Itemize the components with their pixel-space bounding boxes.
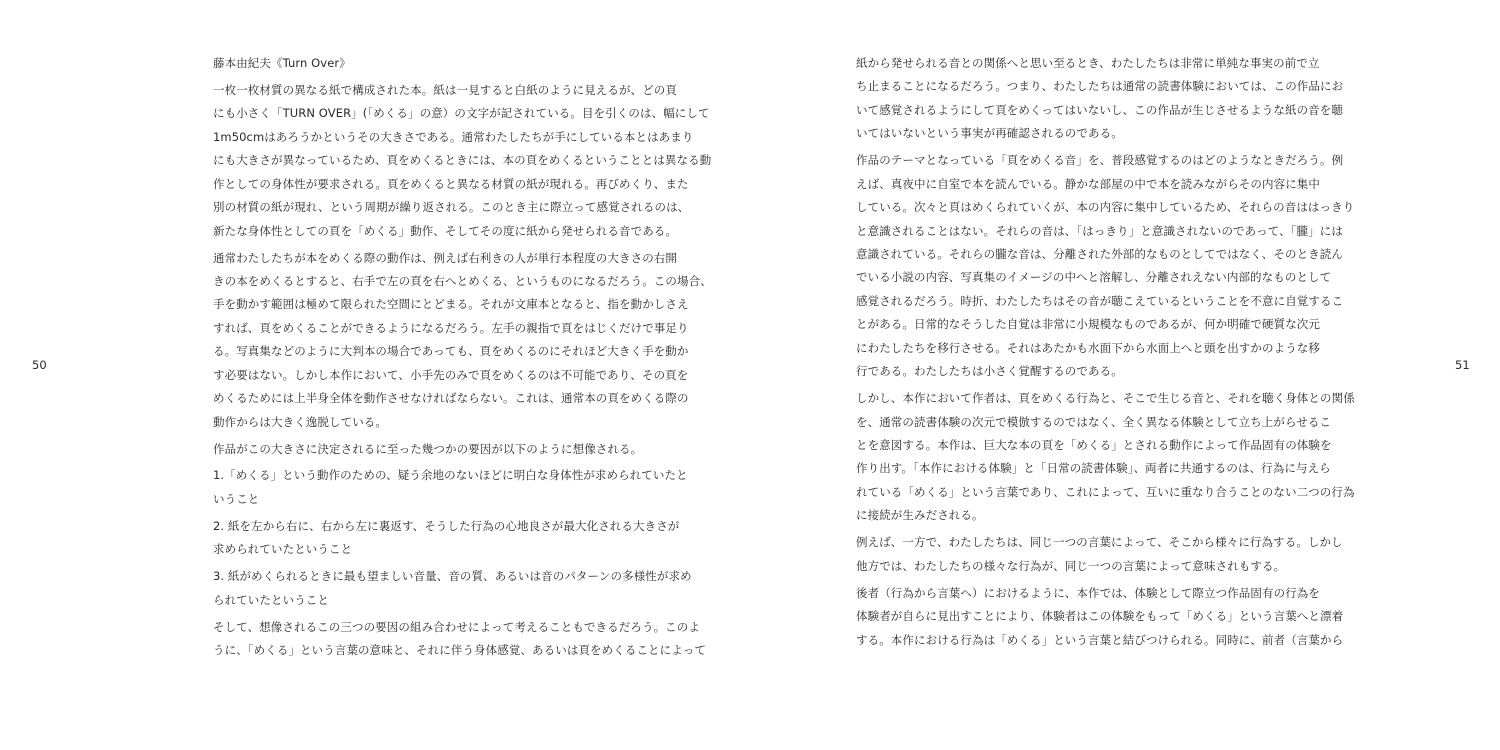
left-text-line: 3. 紙がめくられるときに最も望ましい音量、音の質、あるいは音のパターンの多様性が求め <box>213 569 692 584</box>
right-text-line: する。本作における行為は「めくる」という言葉と結びつけられる。同時に、前者（言葉から <box>856 632 1344 647</box>
right-text-line: ち止まることになるだろう。つまり、わたしたちは通常の読書体験においては、この作品にお <box>856 79 1344 94</box>
left-text-column <box>213 52 712 662</box>
left-text-line: る。写真集などのように大判本の場合であっても、頁をめくるのにそれほど大きく手を動か <box>213 344 689 359</box>
left-text-line: 1.「めくる」という動作のための、疑う余地のないほどに明白な身体性が求められていたと <box>213 468 688 483</box>
left-text-line: 動作からは大きく逸脱している。 <box>213 414 387 429</box>
left-text-line: 通常わたしたちが本をめくる際の動作は、例えば右利きの人が単行本程度の大きさの右開 <box>213 250 677 265</box>
right-text-line: を、通常の読書体験の次元で模倣するのではなく、全く異なる体験として立ち上がらせるこ <box>856 414 1332 429</box>
right-page <box>750 0 1500 750</box>
left-text-line: いうこと <box>213 491 260 506</box>
left-text-line: られていたということ <box>213 592 329 607</box>
right-text-column <box>856 52 1355 652</box>
right-text-line: 体験者が自らに見出すことにより、体験者はこの体験をもって「めくる」という言葉へと漂着 <box>856 609 1344 624</box>
right-text-line: 作品のテーマとなっている「頁をめくる音」を、普段感覚するのはどのようなときだろう。例 <box>856 153 1344 168</box>
left-text-line: 手を動かす範囲は極めて限られた空間にとどまる。それが文庫本となると、指を動かしさえ <box>213 297 689 312</box>
left-text-line: 作としての身体性が要求される。頁をめくると異なる材質の紙が現れる。再びめくり、また <box>213 176 689 191</box>
right-text-line: 意識されている。それらの朧な音は、分離された外部的なものとしてではなく、そのとき読ん <box>856 247 1343 261</box>
right-text-line: れている「めくる」という言葉であり、これによって、互いに重なり合うことのない二つの行為 <box>856 484 1355 499</box>
right-text-line: している。次々と頁はめくられていくが、本の内容に集中しているため、それらの音ははっきり <box>856 200 1355 215</box>
right-text-line: に接続が生みだされる。 <box>856 508 984 523</box>
right-text-line: とを意図する。本作は、巨大な本の頁を「めくる」とされる動作によって作品固有の体験を <box>856 438 1332 452</box>
left-text-line: きの本をめくるとすると、右手で左の頁を右へとめくる、というものになるだろう。この場合、 <box>213 273 712 288</box>
right-text-line: 感覚されるだろう。時折、わたしたちはその音が聴こえているということを不意に自覚するこ <box>856 293 1344 308</box>
left-text-line: すれば、頁をめくることができるようになるだろう。左手の親指で頁をはじくだけで事足り <box>213 320 689 335</box>
right-text-line: とがある。日常的なそうした自覚は非常に小規模なものであるが、何か明確で硬質な次元 <box>856 317 1320 332</box>
right-text-line: にわたしたちを移行させる。それはあたかも水面下から水面上へと頭を出すかのような移 <box>856 340 1320 355</box>
left-text-line: 1m50cmはあろうかというその大きさである。通常わたしたちが手にしている本とはあまり <box>213 129 694 144</box>
left-text-line: そして、想像されるこの三つの要因の組み合わせによって考えることもできるだろう。このよ <box>213 619 700 634</box>
left-text-line: す必要はない。しかし本作において、小手先のみで頁をめくるのは不可能であり、その頁を <box>213 367 689 382</box>
right-text-line: 後者（行為から言葉へ）におけるように、本作では、体験として際立つ作品固有の行為を <box>856 585 1320 600</box>
right-text-line: 他方では、わたしたちの様々な行為が、同じ一つの言葉によって意味されもする。 <box>856 558 1286 573</box>
right-text-line: 紙から発せられる音との関係へと思い至るとき、わたしたちは非常に単純な事実の前で立 <box>856 56 1320 70</box>
right-text-line: しかし、本作において作者は、頁をめくる行為と、そこで生じる音と、それを聴く身体との関係 <box>856 391 1355 406</box>
left-text-line: 作品がこの大きさに決定されるに至った幾つかの要因が以下のように想像される。 <box>213 441 643 456</box>
right-page-number: 51 <box>1455 358 1470 372</box>
left-text-line: 藤本由紀夫《Turn Over》 <box>213 56 351 70</box>
right-text-line: いてはいないという事実が再確認されるのである。 <box>856 126 1123 141</box>
right-text-line: 例えば、一方で、わたしたちは、同じ一つの言葉によって、そこから様々に行為する。しかし <box>856 535 1343 550</box>
left-text-line: 一枚一枚材質の異なる紙で構成された本。紙は一見すると白紙のように見えるが、どの頁 <box>213 82 677 97</box>
left-text-line: うに、「めくる」という言葉の意味と、それに伴う身体感覚、あるいは頁をめくることによって <box>213 643 707 657</box>
right-text-line: えば、真夜中に自室で本を読んでいる。静かな部屋の中で本を読みながらその内容に集中 <box>856 176 1320 191</box>
right-text-line: と意識されることはない。それらの音は、「はっきり」と意識されないのであって、「朧」には <box>856 223 1343 238</box>
left-text-line: 新たな身体性としての頁を「めくる」動作、そしてその度に紙から発せられる音である。 <box>213 223 677 238</box>
right-text-line: でいる小説の内容、写真集のイメージの中へと溶解し、分離されえない内部的なものとして <box>856 270 1332 285</box>
right-text-line: 作り出す。「本作における体験」と「日常の読書体験」、両者に共通するのは、行為に与えら <box>856 461 1331 476</box>
left-page-number: 50 <box>32 358 47 372</box>
right-text-line: いて感覚されるようにして頁をめくってはいないし、この作品が生じさせるような紙の音を聴 <box>856 102 1343 117</box>
left-text-line: 求められていたということ <box>213 542 353 557</box>
left-text-line: 2. 紙を左から右に、右から左に裏返す、そうした行為の心地良さが最大化される大きさが <box>213 518 680 533</box>
left-text-line: にも小さく「TURN OVER」(「めくる」の意）の文字が記されている。目を引くのは、幅にして <box>213 106 710 121</box>
left-text-line: 別の材質の紙が現れ、という周期が繰り返される。このとき主に際立って感覚されるのは、 <box>213 200 690 215</box>
left-text-line: めくるためには上半身全体を動作させなければならない。これは、通常本の頁をめくる際の <box>213 391 689 406</box>
right-text-line: 行である。わたしたちは小さく覚醒するのである。 <box>856 364 1123 379</box>
left-text-line: にも大きさが異なっているため、頁をめくるときには、本の頁をめくるということとは異なる動 <box>213 153 712 168</box>
